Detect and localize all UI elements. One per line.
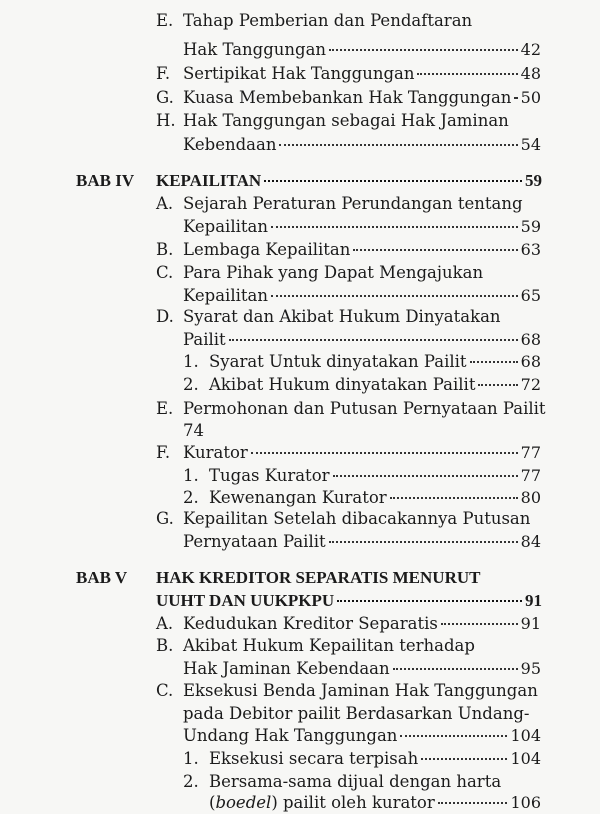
toc-entry-text [209, 792, 435, 814]
toc-page-number: 104 [510, 749, 541, 768]
leader-dots [438, 802, 508, 804]
toc-mark: 2. [183, 375, 199, 394]
toc-entry-4c-cont [183, 285, 541, 307]
toc-entry-4f2 [183, 487, 541, 509]
toc-entry-text: Kepailitan Setelah dibacakannya Putusan [183, 509, 531, 528]
toc-entry-5a [156, 613, 541, 635]
toc-entry-text: Akibat Hukum Kepailitan terhadap [183, 636, 475, 655]
toc-entry-4f [156, 442, 541, 464]
leader-dots [271, 226, 518, 228]
toc-entry-3e-cont [183, 39, 541, 61]
toc-entry-4e-page: 74 [183, 421, 204, 440]
toc-entry-4a-cont [183, 216, 541, 238]
toc-page-number: 95 [520, 659, 541, 678]
toc-entry-4g [156, 508, 530, 530]
toc-mark: 2. [183, 488, 199, 507]
toc-entry-4a [156, 193, 523, 215]
toc-entry-text: Bersama-sama dijual dengan harta [209, 772, 502, 791]
toc-entry-text: Eksekusi Benda Jaminan Hak Tanggungan [183, 681, 538, 700]
toc-entry-text: Pernyataan Pailit [183, 532, 326, 551]
toc-entry-text: Kurator [183, 443, 248, 462]
toc-page-number: 72 [520, 375, 541, 394]
toc-entry-text: Hak Jaminan Kebendaan [183, 659, 390, 678]
toc-entry-4b [156, 239, 541, 261]
toc-entry-5c-cont [183, 725, 541, 747]
toc-entry-text: Para Pihak yang Dapat Mengajukan [183, 263, 484, 282]
toc-page-number: 91 [525, 591, 542, 610]
toc-page-number: 91 [520, 614, 541, 633]
toc-entry-text: Kepailitan [183, 286, 268, 305]
leader-dots [337, 600, 522, 602]
chapter-heading-bab4 [156, 170, 542, 192]
toc-entry-text: Akibat Hukum dinyatakan Pailit [209, 375, 476, 394]
toc-mark: H. [156, 111, 176, 130]
toc-page-number: 106 [510, 793, 541, 812]
toc-entry-3h [156, 110, 509, 132]
toc-entry-4e [156, 398, 546, 420]
toc-entry-3f [156, 63, 541, 85]
toc-entry-4c [156, 262, 483, 284]
toc-entry-3h-cont [183, 134, 541, 156]
italic-term: boedel [215, 793, 272, 812]
toc-page-number: 65 [520, 286, 541, 305]
leader-dots [417, 73, 517, 75]
toc-entry-text: pada Debitor pailit Berdasarkan Undang- [183, 704, 530, 723]
leader-dots [470, 361, 518, 363]
toc-entry-5c1 [183, 748, 541, 770]
chapter-label: BAB IV [76, 171, 135, 190]
toc-entry-4d1 [183, 351, 541, 373]
toc-entry-4f1 [183, 465, 541, 487]
leader-dots [514, 97, 517, 99]
toc-mark: A. [156, 614, 174, 633]
leader-dots [329, 541, 518, 543]
chapter-title: HAK KREDITOR SEPARATIS MENURUT [156, 568, 481, 587]
toc-entry-4d [156, 306, 501, 328]
leader-dots [279, 144, 517, 146]
toc-page-number: 59 [520, 217, 541, 236]
toc-entry-5c2-cont [209, 792, 541, 814]
toc-entry-5b [156, 635, 475, 657]
toc-page-number: 54 [520, 135, 541, 154]
toc-page-number: 84 [520, 532, 541, 551]
toc-mark: F. [156, 64, 171, 83]
text-rest: pailit oleh kurator [277, 793, 435, 812]
toc-mark: A. [156, 194, 174, 213]
toc-entry-text: Lembaga Kepailitan [183, 240, 351, 259]
toc-mark: B. [156, 240, 174, 259]
toc-entry-text: Sertipikat Hak Tanggungan [183, 64, 415, 83]
leader-dots [264, 180, 522, 182]
toc-mark: E. [156, 11, 174, 30]
toc-page-number: 42 [520, 40, 541, 59]
toc-entry-text: Permohonan dan Putusan Pernyataan Pailit [183, 399, 546, 418]
toc-entry-text: Kebendaan [183, 135, 277, 154]
toc-page-number: 50 [520, 88, 541, 107]
toc-entry-text: Tugas Kurator [209, 466, 330, 485]
toc-page-number: 59 [525, 171, 542, 190]
leader-dots [400, 735, 507, 737]
toc-entry-text: Pailit [183, 330, 226, 349]
leader-dots [353, 249, 517, 251]
toc-mark: G. [156, 88, 174, 107]
toc-mark: E. [156, 399, 174, 418]
toc-mark: 1. [183, 749, 199, 768]
leader-dots [271, 295, 518, 297]
toc-entry-text: Hak Tanggungan [183, 40, 327, 59]
toc-mark: F. [156, 443, 171, 462]
toc-mark: 2. [183, 772, 199, 791]
leader-dots [441, 623, 518, 625]
toc-mark: 1. [183, 466, 199, 485]
toc-entry-3g [156, 87, 541, 109]
toc-entry-5c2 [183, 771, 501, 793]
toc-mark: 1. [183, 352, 199, 371]
toc-entry-text: Syarat dan Akibat Hukum Dinyatakan [183, 307, 501, 326]
toc-entry-4g-cont [183, 531, 541, 553]
toc-page-number: 77 [520, 466, 541, 485]
toc-entry-text: Kuasa Membebankan Hak Tanggungan [183, 88, 512, 107]
paren-open: ( [209, 793, 216, 812]
toc-page-number: 48 [520, 64, 541, 83]
paren-close: ) [271, 793, 278, 812]
toc-page-number: 68 [520, 352, 541, 371]
chapter-title: UUHT DAN UUKPKPU [156, 591, 335, 610]
leader-dots [393, 668, 518, 670]
toc-entry-4d-cont [183, 329, 541, 351]
toc-page-number: 104 [510, 726, 541, 745]
leader-dots [333, 475, 518, 477]
chapter-title: KEPAILITAN [156, 171, 262, 190]
leader-dots [421, 758, 507, 760]
toc-entry-text: Undang Hak Tanggungan [183, 726, 398, 745]
toc-entry-5c [156, 680, 538, 702]
toc-entry-text: Hak Tanggungan sebagai Hak Jaminan [183, 111, 509, 130]
toc-entry-text: Tahap Pemberian dan Pendaftaran [183, 11, 473, 30]
toc-entry-text: Eksekusi secara terpisah [209, 749, 419, 768]
toc-mark: C. [156, 263, 174, 282]
chapter-heading-bab5 [156, 590, 542, 612]
toc-entry-text: Syarat Untuk dinyatakan Pailit [209, 352, 467, 371]
chapter-label: BAB V [76, 568, 128, 587]
toc-mark: C. [156, 681, 174, 700]
toc-entry-text: Kewenangan Kurator [209, 488, 387, 507]
leader-dots [251, 452, 518, 454]
leader-dots [329, 49, 518, 51]
toc-entry-text: Kepailitan [183, 217, 268, 236]
toc-mark: D. [156, 307, 174, 326]
toc-entry-5b-cont [183, 658, 541, 680]
leader-dots [478, 384, 517, 386]
leader-dots [229, 339, 518, 341]
toc-page-number: 80 [520, 488, 541, 507]
toc-entry-3e [156, 10, 472, 32]
toc-page-number: 68 [520, 330, 541, 349]
toc-entry-4d2 [183, 374, 541, 396]
toc-page-number: 77 [520, 443, 541, 462]
toc-entry-text: Kedudukan Kreditor Separatis [183, 614, 438, 633]
toc-mark: G. [156, 509, 174, 528]
toc-entry-text: Sejarah Peraturan Perundangan tentang [183, 194, 523, 213]
toc-page-number: 63 [520, 240, 541, 259]
leader-dots [390, 497, 518, 499]
toc-mark: B. [156, 636, 174, 655]
